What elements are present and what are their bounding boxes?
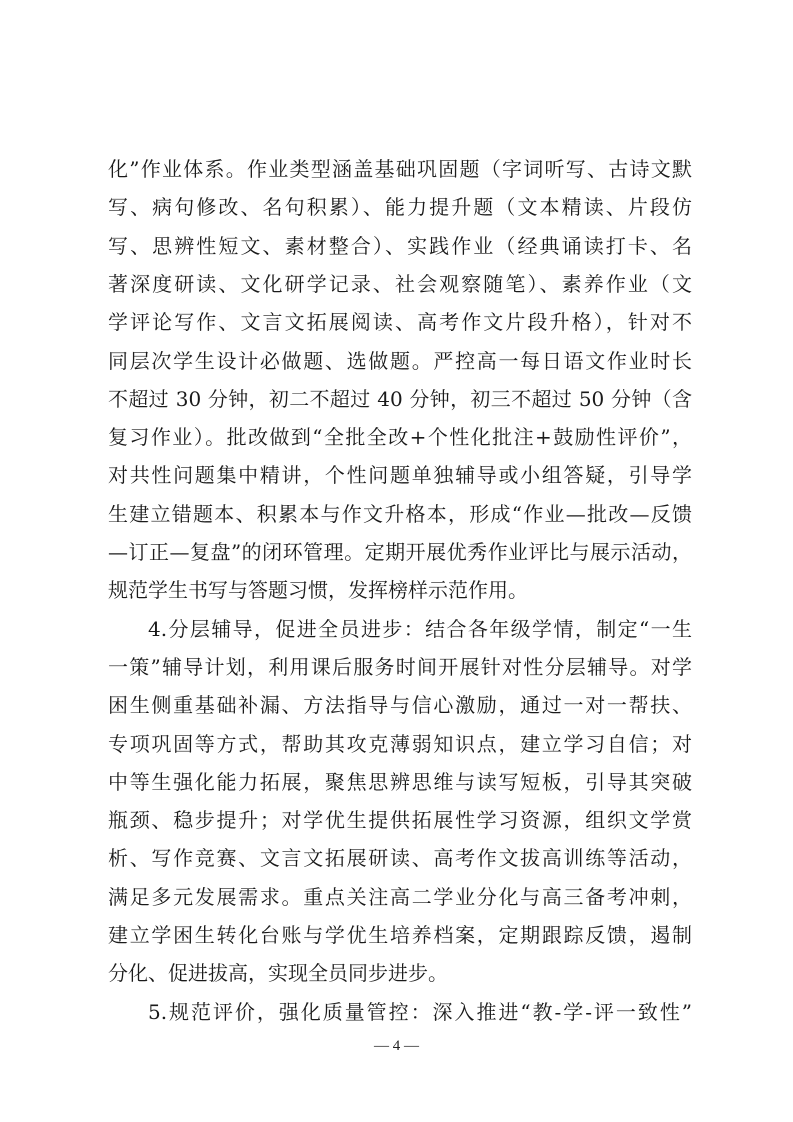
text-line: 中等生强化能力拓展，聚焦思辨思维与读写短板，引导其突破 <box>108 770 692 794</box>
text-line: 复习作业）。批改做到“全批全改+个性化批注+鼓励性评价”， <box>108 425 692 449</box>
text-line: 写、病句修改、名句积累）、能力提升题（文本精读、片段仿 <box>108 195 692 219</box>
text-line: 瓶颈、稳步提升；对学优生提供拓展性学习资源，组织文学赏 <box>108 808 692 832</box>
text-line: 写、思辨性短文、素材整合）、实践作业（经典诵读打卡、名 <box>108 234 692 258</box>
text-line: 著深度研读、文化研学记录、社会观察随笔）、素养作业（文 <box>108 272 692 296</box>
text-line: 困生侧重基础补漏、方法指导与信心激励，通过一对一帮扶、 <box>108 693 692 717</box>
text-line: 满足多元发展需求。重点关注高二学业分化与高三备考冲刺， <box>108 885 692 909</box>
text-line: 化”作业体系。作业类型涵盖基础巩固题（字词听写、古诗文默 <box>108 157 692 181</box>
text-line: 一策”辅导计划，利用课后服务时间开展针对性分层辅导。对学 <box>108 655 692 679</box>
text-line: 析、写作竞赛、文言文拓展研读、高考作文拔高训练等活动， <box>108 846 692 870</box>
text-line: 不超过 30 分钟，初二不超过 40 分钟，初三不超过 50 分钟（含 <box>108 387 692 411</box>
text-line: 分化、促进拔高，实现全员同步进步。 <box>108 961 448 985</box>
text-line: 生建立错题本、积累本与作文升格本，形成“作业—批改—反馈 <box>108 502 692 526</box>
text-line: 对共性问题集中精讲，个性问题单独辅导或小组答疑，引导学 <box>108 463 692 487</box>
paragraph-heading-line: 5.规范评价，强化质量管控：深入推进“教-学-评一致性” <box>148 1000 692 1024</box>
text-line: —订正—复盘”的闭环管理。定期开展优秀作业评比与展示活动， <box>108 540 692 564</box>
text-line: 学评论写作、文言文拓展阅读、高考作文片段升格），针对不 <box>108 310 692 334</box>
text-line: 专项巩固等方式，帮助其攻克薄弱知识点，建立学习自信；对 <box>108 732 692 756</box>
page-number: — 4 — <box>374 1038 419 1054</box>
paragraph-heading-line: 4.分层辅导，促进全员进步：结合各年级学情，制定“一生 <box>148 617 692 641</box>
text-line: 规范学生书写与答题习惯，发挥榜样示范作用。 <box>108 578 528 602</box>
text-line: 建立学困生转化台账与学优生培养档案，定期跟踪反馈，遏制 <box>108 923 692 947</box>
text-line: 同层次学生设计必做题、选做题。严控高一每日语文作业时长 <box>108 349 692 373</box>
